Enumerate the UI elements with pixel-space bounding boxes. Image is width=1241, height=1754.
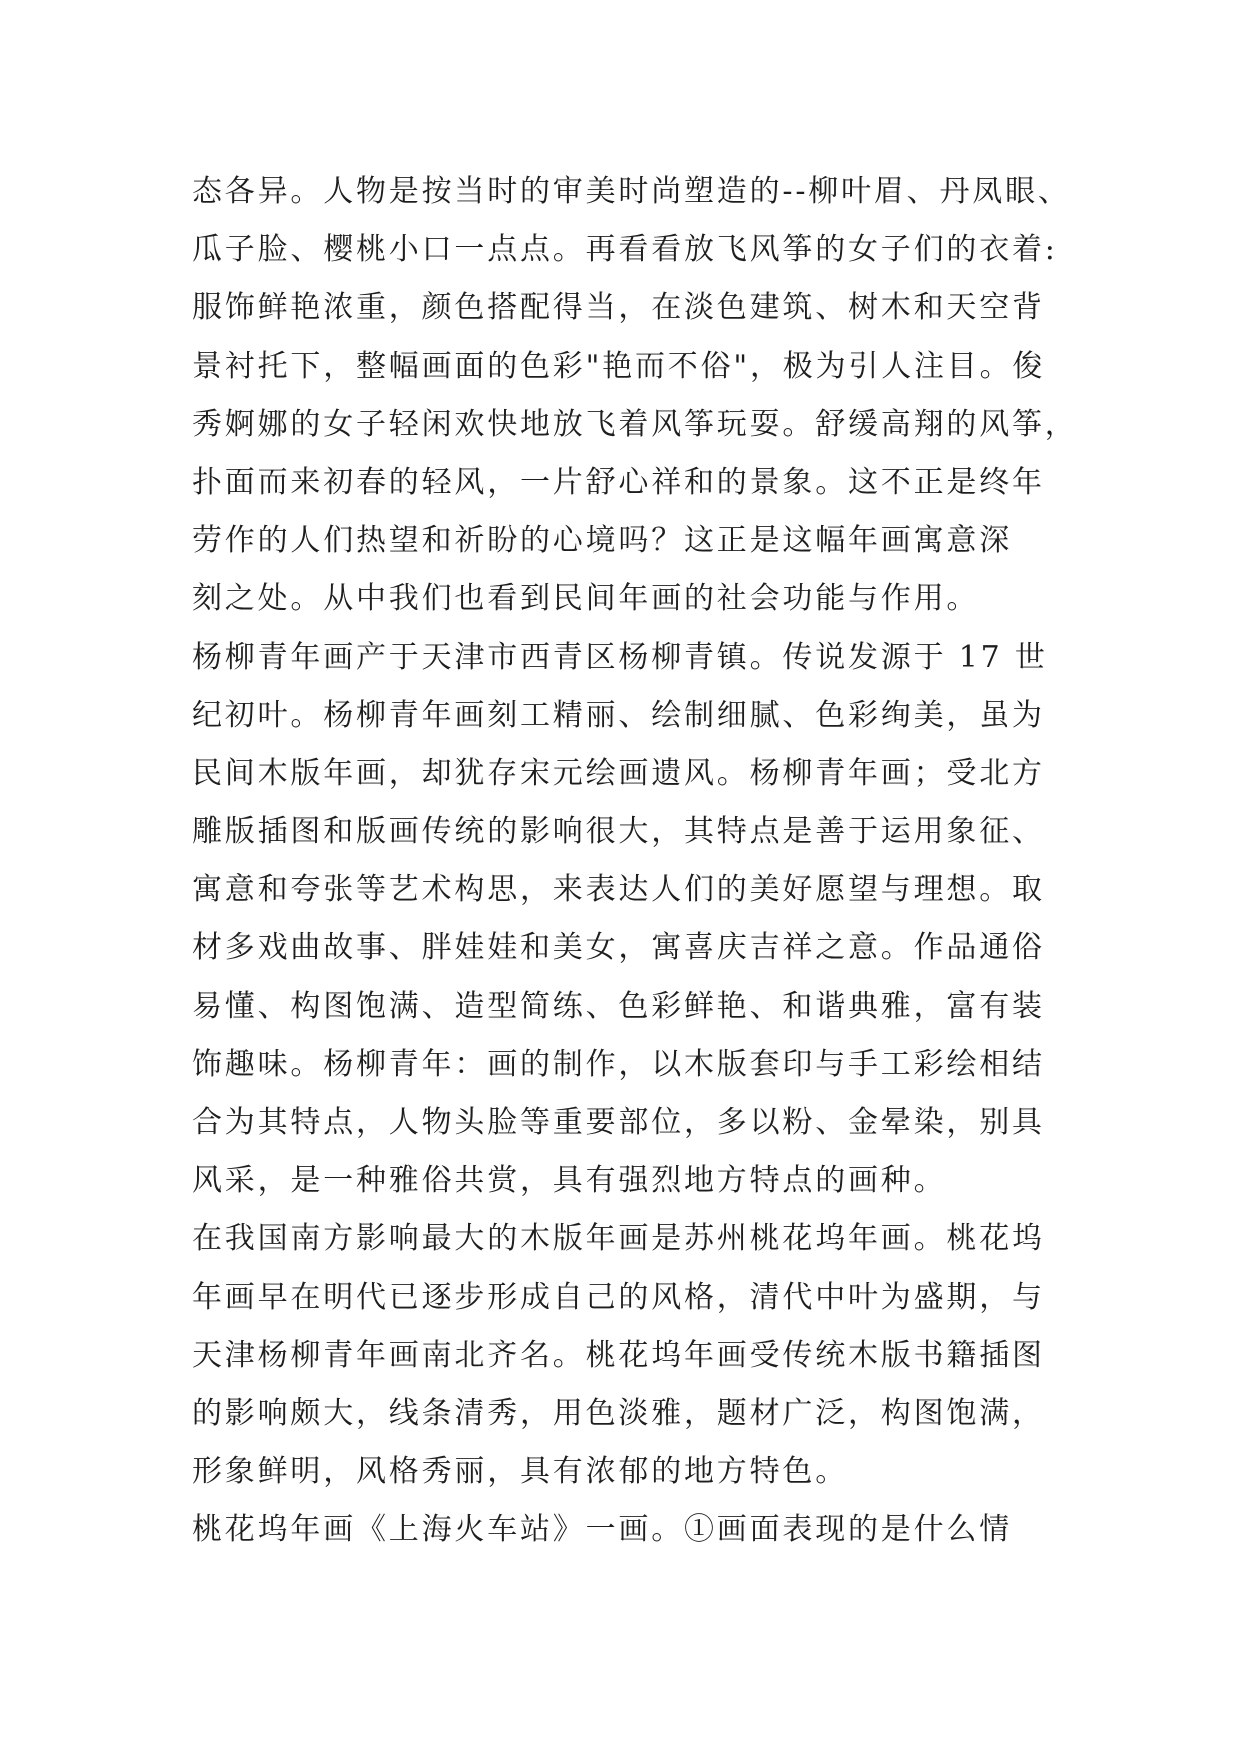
text-line: 服饰鲜艳浓重，颜色搭配得当，在淡色建筑、树木和天空背: [192, 290, 1045, 326]
body-text: [192, 163, 1078, 1560]
text-line: 年画早在明代已逐步形成自己的风格，清代中叶为盛期，与: [192, 1279, 1045, 1315]
text-line: 天津杨柳青年画南北齐名。桃花坞年画受传统木版书籍插图: [192, 1337, 1045, 1373]
text-line: 雕版插图和版画传统的影响很大，其特点是善于运用象征、: [192, 814, 1045, 850]
text-line: 风采，是一种雅俗共赏，具有强烈地方特点的画种。: [192, 1163, 947, 1199]
text-line: 刻之处。从中我们也看到民间年画的社会功能与作用。: [192, 581, 980, 617]
text-line: 扑面而来初春的轻风，一片舒心祥和的景象。这不正是终年: [192, 464, 1045, 500]
text-line: 瓜子脸、樱桃小口一点点。再看看放飞风筝的女子们的衣着:: [192, 232, 1058, 268]
text-line: 寓意和夸张等艺术构思，来表达人们的美好愿望与理想。取: [192, 872, 1045, 908]
text-line: 形象鲜明，风格秀丽，具有浓郁的地方特色。: [192, 1454, 848, 1490]
text-line: 景衬托下，整幅画面的色彩"艳而不俗"，极为引人注目。俊: [192, 348, 1046, 384]
text-line: 饰趣味。杨柳青年：画的制作，以木版套印与手工彩绘相结: [192, 1046, 1045, 1082]
text-line: 桃花坞年画《上海火车站》一画。①画面表现的是什么情: [192, 1512, 1012, 1548]
text-line: 在我国南方影响最大的木版年画是苏州桃花坞年画。桃花坞: [192, 1221, 1045, 1257]
text-line: 态各异。人物是按当时的审美时尚塑造的--柳叶眉、丹凤眼、: [192, 174, 1071, 209]
text-line: 杨柳青年画产于天津市西青区杨柳青镇。传说发源于 17 世: [192, 639, 1048, 675]
text-line: 材多戏曲故事、胖娃娃和美女，寓喜庆吉祥之意。作品通俗: [192, 930, 1045, 966]
text-line: 纪初叶。杨柳青年画刻工精丽、绘制细腻、色彩绚美，虽为: [192, 697, 1045, 733]
text-line: 民间木版年画，却犹存宋元绘画遗风。杨柳青年画；受北方: [192, 755, 1045, 791]
text-line: 易懂、构图饱满、造型简练、色彩鲜艳、和谐典雅，富有装: [192, 988, 1045, 1024]
text-line: 的影响颇大，线条清秀，用色淡雅，题材广泛，构图饱满，: [192, 1395, 1045, 1431]
text-line: 秀婀娜的女子轻闲欢快地放飞着风筝玩耍。舒缓高翔的风筝，: [192, 406, 1078, 442]
text-line: 劳作的人们热望和祈盼的心境吗？这正是这幅年画寓意深: [192, 523, 1012, 559]
text-line: 合为其特点，人物头脸等重要部位，多以粉、金晕染，别具: [192, 1105, 1045, 1140]
